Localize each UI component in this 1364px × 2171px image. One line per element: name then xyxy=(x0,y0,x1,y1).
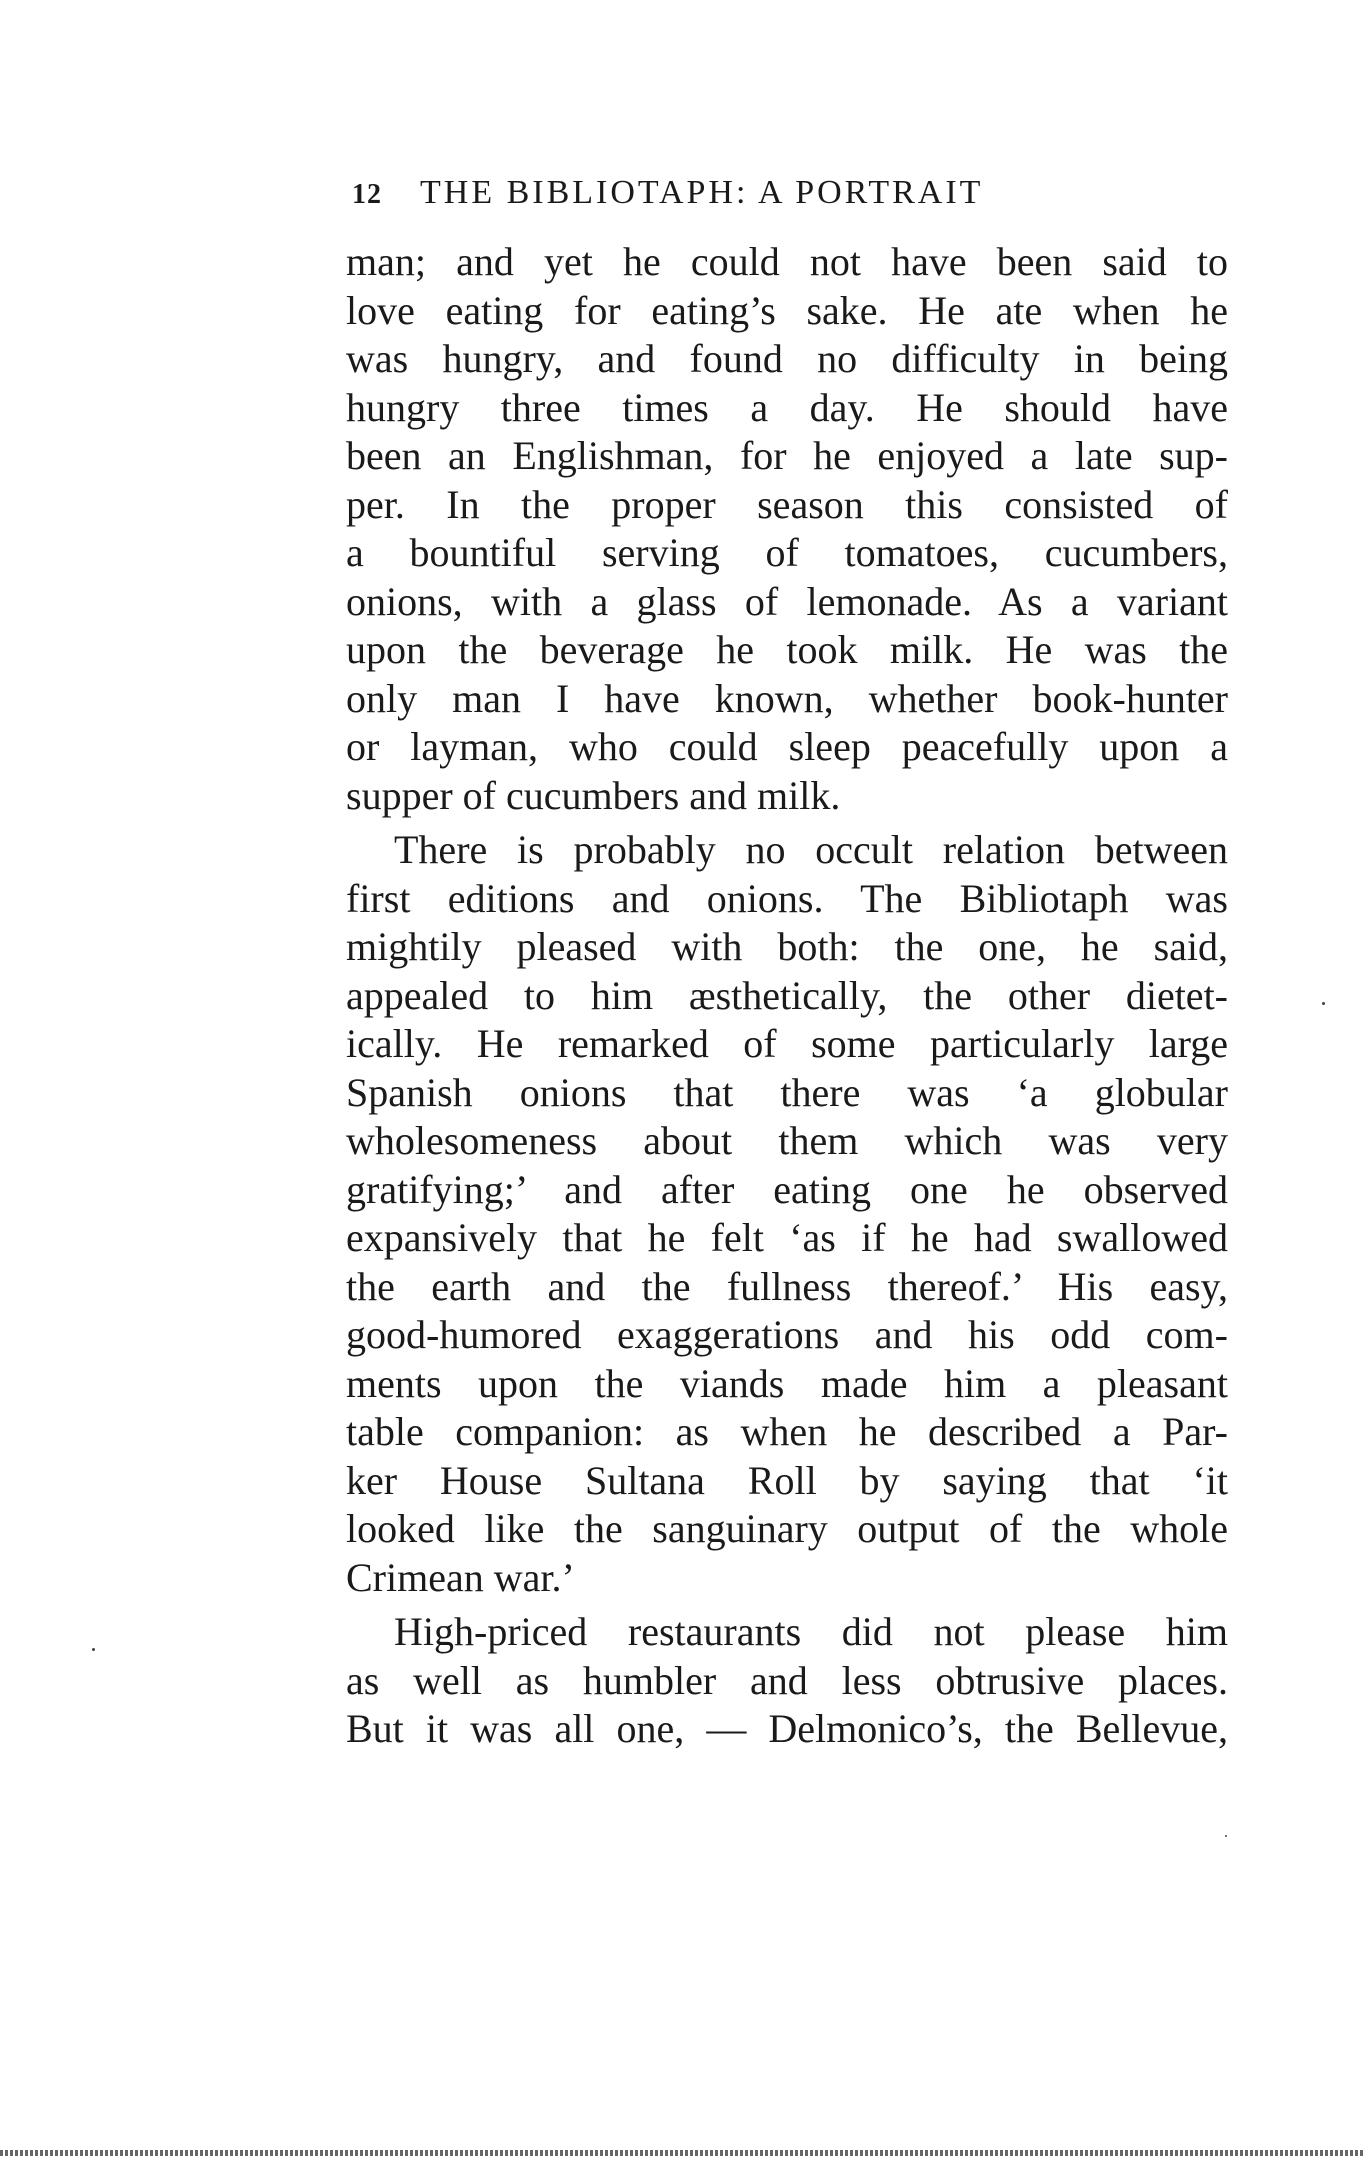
text-line: hungry three times a day. He should have xyxy=(346,384,1228,430)
text-line: wholesomeness about them which was very xyxy=(346,1118,1228,1163)
body-text xyxy=(346,238,1228,1754)
text-line: High-priced restaurants did not please him xyxy=(394,1609,1228,1654)
ink-speck xyxy=(92,1648,95,1651)
text-line: expansively that he felt ‘as if he had swallowed xyxy=(346,1215,1228,1260)
text-line: ker House Sultana Roll by saying that ‘it xyxy=(346,1457,1228,1503)
text-line: love eating for eating’s sake. He ate when he xyxy=(346,287,1228,333)
text-line: table companion: as when he described a Par- xyxy=(346,1409,1228,1454)
text-line: supper of cucumbers and milk. xyxy=(346,772,841,818)
text-line: onions, with a glass of lemonade. As a variant xyxy=(346,578,1228,624)
paragraph-1 xyxy=(346,238,1228,820)
scan-edge xyxy=(0,2150,1364,2156)
page-number: 12 xyxy=(352,179,382,210)
text-line: ments upon the viands made him a pleasant xyxy=(346,1360,1228,1406)
text-line: was hungry, and found no difficulty in being xyxy=(346,336,1228,381)
paragraph-2 xyxy=(346,826,1228,1602)
running-title: THE BIBLIOTAPH: A PORTRAIT xyxy=(420,174,984,211)
text-line: But it was all one, — Delmonico’s, the Bellevue, xyxy=(346,1706,1228,1751)
text-line: per. In the proper season this consisted of xyxy=(346,481,1228,527)
text-line: Spanish onions that there was ‘a globular xyxy=(346,1069,1228,1115)
text-line: the earth and the fullness thereof.’ His easy, xyxy=(346,1263,1228,1309)
text-line: There is probably no occult relation between xyxy=(394,827,1228,872)
ink-speck xyxy=(1225,1835,1227,1837)
text-line: first editions and onions. The Bibliotaph was xyxy=(346,875,1228,921)
text-line: looked like the sanguinary output of the whole xyxy=(346,1506,1228,1551)
text-line: man; and yet he could not have been said to xyxy=(346,239,1228,284)
text-line: or layman, who could sleep peacefully upon a xyxy=(346,724,1228,769)
text-line: mightily pleased with both: the one, he said, xyxy=(346,924,1228,969)
text-line: ically. He remarked of some particularly large xyxy=(346,1021,1228,1066)
ink-speck xyxy=(1322,1002,1325,1005)
running-head xyxy=(352,168,1232,218)
text-line: appealed to him æsthetically, the other dietet- xyxy=(346,972,1228,1018)
text-line: a bountiful serving of tomatoes, cucumbers, xyxy=(346,530,1228,575)
paragraph-3 xyxy=(346,1608,1228,1754)
text-line: good-humored exaggerations and his odd com- xyxy=(346,1312,1228,1357)
text-line: as well as humbler and less obtrusive places. xyxy=(346,1657,1228,1703)
text-line: upon the beverage he took milk. He was the xyxy=(346,627,1228,672)
text-line: gratifying;’ and after eating one he observed xyxy=(346,1166,1228,1212)
text-line: Crimean war.’ xyxy=(346,1554,575,1600)
text-line: been an Englishman, for he enjoyed a late sup- xyxy=(346,433,1228,478)
text-line: only man I have known, whether book-hunter xyxy=(346,675,1228,721)
